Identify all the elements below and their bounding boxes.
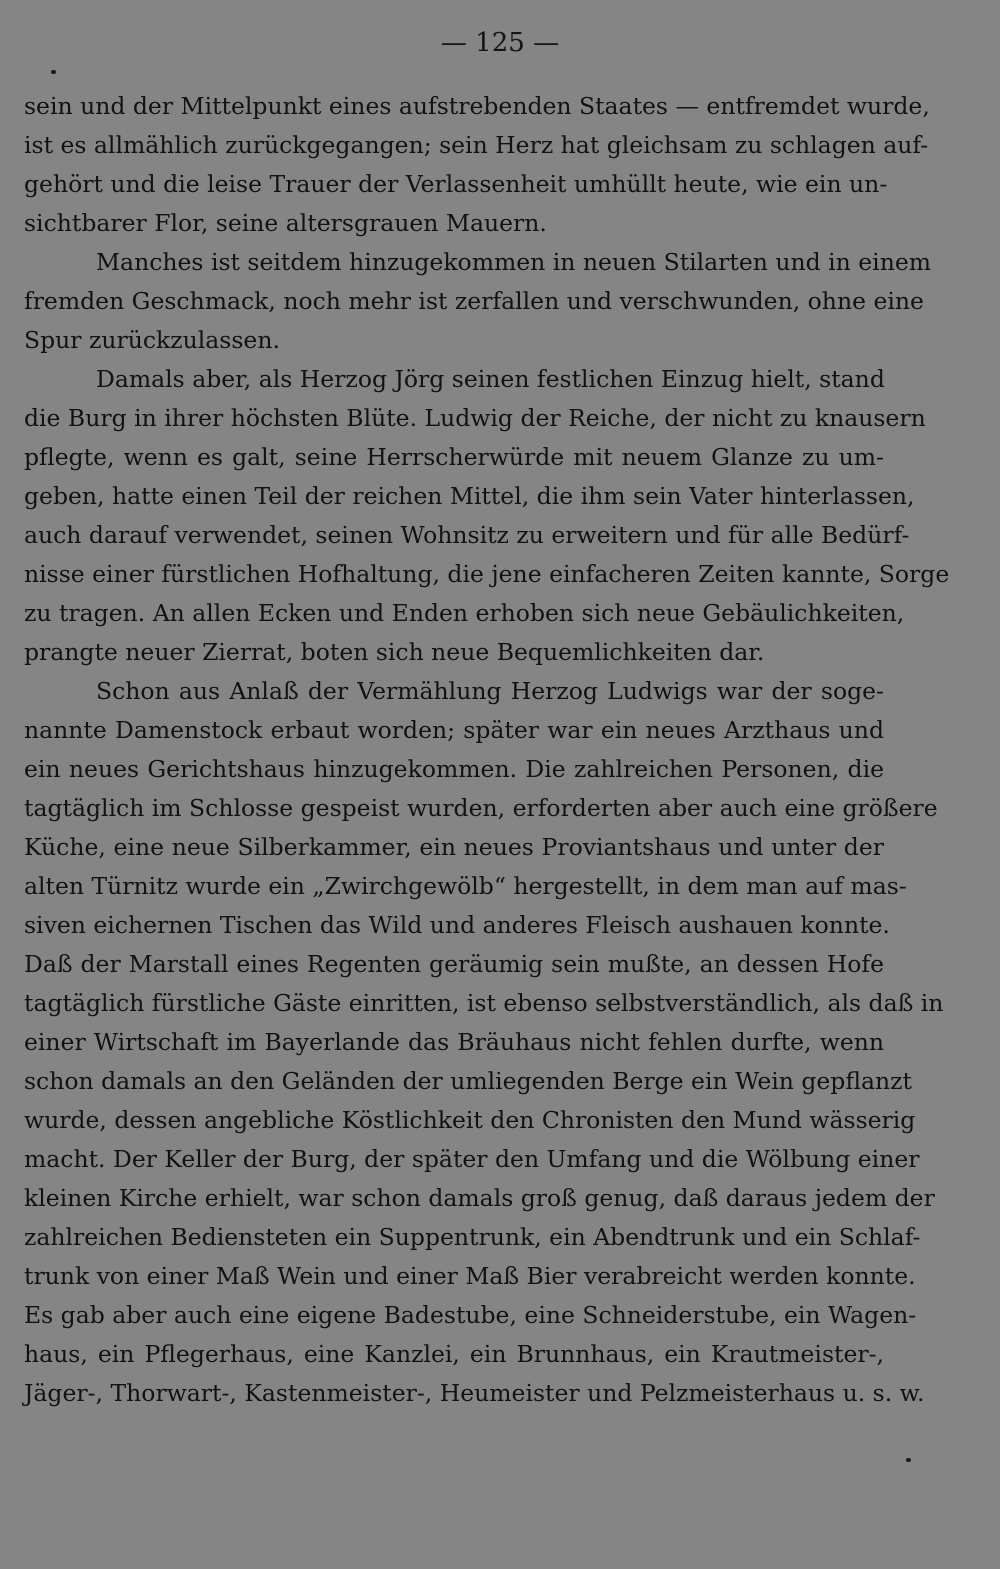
text-line: kleinen Kirche erhielt, war schon damals groß genug, daß daraus jedem der: [24, 1184, 935, 1212]
text-line: schon damals an den Geländen der umliegenden Berge ein Wein gepflanzt: [24, 1067, 912, 1095]
text-line: ein neues Gerichtshaus hinzugekommen. Die zahlreichen Personen, die: [24, 755, 884, 783]
text-line: tagtäglich fürstliche Gäste einritten, ist ebenso selbstverständlich, als daß in: [24, 989, 944, 1017]
text-line: sein und der Mittelpunkt eines aufstrebenden Staates — entfremdet wurde,: [24, 92, 930, 120]
text-line: Spur zurückzulassen.: [24, 326, 280, 354]
text-line: Daß der Marstall eines Regenten geräumig sein mußte, an dessen Hofe: [24, 950, 884, 978]
print-speck: [906, 1458, 911, 1462]
text-line: Schon aus Anlaß der Vermählung Herzog Ludwigs war der soge-: [96, 677, 884, 705]
text-line: prangte neuer Zierrat, boten sich neue Bequemlichkeiten dar.: [24, 638, 765, 666]
text-line: Es gab aber auch eine eigene Badestube, eine Schneiderstube, ein Wagen-: [24, 1301, 917, 1329]
print-speck: [51, 70, 56, 74]
text-line: nisse einer fürstlichen Hofhaltung, die jene einfacheren Zeiten kannte, Sorge: [24, 560, 950, 588]
text-line: macht. Der Keller der Burg, der später den Umfang und die Wölbung einer: [24, 1145, 920, 1173]
text-line: tagtäglich im Schlosse gespeist wurden, erforderten aber auch eine größere: [24, 794, 938, 822]
text-line: zahlreichen Bediensteten ein Suppentrunk, ein Abendtrunk und ein Schlaf-: [24, 1223, 921, 1251]
text-line: nannte Damenstock erbaut worden; später war ein neues Arzthaus und: [24, 716, 884, 744]
page-number: — 125 —: [440, 28, 560, 58]
text-line: Damals aber, als Herzog Jörg seinen festlichen Einzug hielt, stand: [96, 365, 885, 393]
text-line: siven eichernen Tischen das Wild und anderes Fleisch aushauen konnte.: [24, 911, 890, 939]
text-line: einer Wirtschaft im Bayerlande das Bräuhaus nicht fehlen durfte, wenn: [24, 1028, 884, 1056]
text-line: Jäger-, Thorwart-, Kastenmeister-, Heumeister und Pelzmeisterhaus u. s. w.: [24, 1379, 925, 1407]
text-line: die Burg in ihrer höchsten Blüte. Ludwig der Reiche, der nicht zu knausern: [24, 404, 926, 432]
body-text: [24, 87, 950, 1413]
text-line: Manches ist seitdem hinzugekommen in neuen Stilarten und in einem: [96, 248, 932, 276]
text-line: geben, hatte einen Teil der reichen Mittel, die ihm sein Vater hinterlassen,: [24, 482, 915, 510]
text-line: auch darauf verwendet, seinen Wohnsitz zu erweitern und für alle Bedürf-: [24, 521, 910, 549]
text-line: wurde, dessen angebliche Köstlichkeit den Chronisten den Mund wässerig: [24, 1106, 916, 1134]
text-line: pflegte, wenn es galt, seine Herrscherwürde mit neuem Glanze zu um-: [24, 443, 884, 471]
text-line: zu tragen. An allen Ecken und Enden erhoben sich neue Gebäulichkeiten,: [24, 599, 905, 627]
text-line: Küche, eine neue Silberkammer, ein neues Proviantshaus und unter der: [24, 833, 884, 861]
text-line: fremden Geschmack, noch mehr ist zerfallen und verschwunden, ohne eine: [24, 287, 924, 315]
text-line: ist es allmählich zurückgegangen; sein Herz hat gleichsam zu schlagen auf-: [24, 131, 929, 159]
text-line: alten Türnitz wurde ein „Zwirchgewölb“ hergestellt, in dem man auf mas-: [24, 872, 907, 900]
text-line: haus, ein Pflegerhaus, eine Kanzlei, ein Brunnhaus, ein Krautmeister-,: [24, 1340, 884, 1368]
text-line: sichtbarer Flor, seine altersgrauen Mauern.: [24, 209, 547, 237]
text-line: trunk von einer Maß Wein und einer Maß Bier verabreicht werden konnte.: [24, 1262, 916, 1290]
text-line: gehört und die leise Trauer der Verlassenheit umhüllt heute, wie ein un-: [24, 170, 888, 198]
